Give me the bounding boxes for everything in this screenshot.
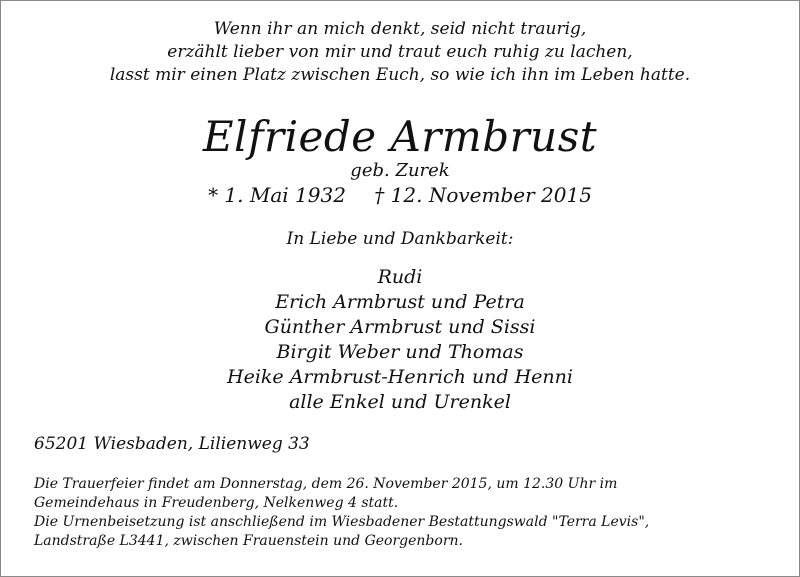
notice-line: Die Urnenbeisetzung ist anschließend im Wiesbadener Bestattungswald "Terra Levis", <box>34 514 650 530</box>
notice-line: Gemeindehaus in Freudenberg, Nelkenweg 4 statt. <box>34 495 399 511</box>
mourner-name: Birgit Weber und Thomas <box>276 341 524 363</box>
mourner-name: Günther Armbrust und Sissi <box>264 316 536 338</box>
funeral-notice <box>34 475 649 551</box>
mourner-name: Rudi <box>377 266 423 288</box>
mourners-list <box>0 265 800 415</box>
poem-line: lasst mir einen Platz zwischen Euch, so wie ich ihn im Leben hatte. <box>109 65 691 85</box>
death-date: † 12. November 2015 <box>374 183 592 207</box>
birth-date: * 1. Mai 1932 <box>208 183 346 207</box>
notice-line: Landstraße L3441, zwischen Frauenstein und Georgenborn. <box>34 533 463 549</box>
notice-line: Die Trauerfeier findet am Donnerstag, dem 26. November 2015, um 12.30 Uhr im <box>34 476 618 492</box>
mourner-name: Heike Armbrust-Henrich und Henni <box>227 366 573 388</box>
maiden-name: geb. Zurek <box>350 160 450 181</box>
mourner-name: alle Enkel und Urenkel <box>289 391 511 413</box>
deceased-name: Elfriede Armbrust <box>202 112 598 161</box>
poem-line: erzählt lieber von mir und traut euch ruhig zu lachen, <box>167 42 633 62</box>
memorial-poem <box>0 18 800 87</box>
life-dates <box>0 182 800 208</box>
mourner-name: Erich Armbrust und Petra <box>275 291 525 313</box>
family-address: 65201 Wiesbaden, Lilienweg 33 <box>34 434 310 454</box>
thanks-line: In Liebe und Dankbarkeit: <box>286 229 514 249</box>
poem-line: Wenn ihr an mich denkt, seid nicht traurig, <box>213 19 587 39</box>
